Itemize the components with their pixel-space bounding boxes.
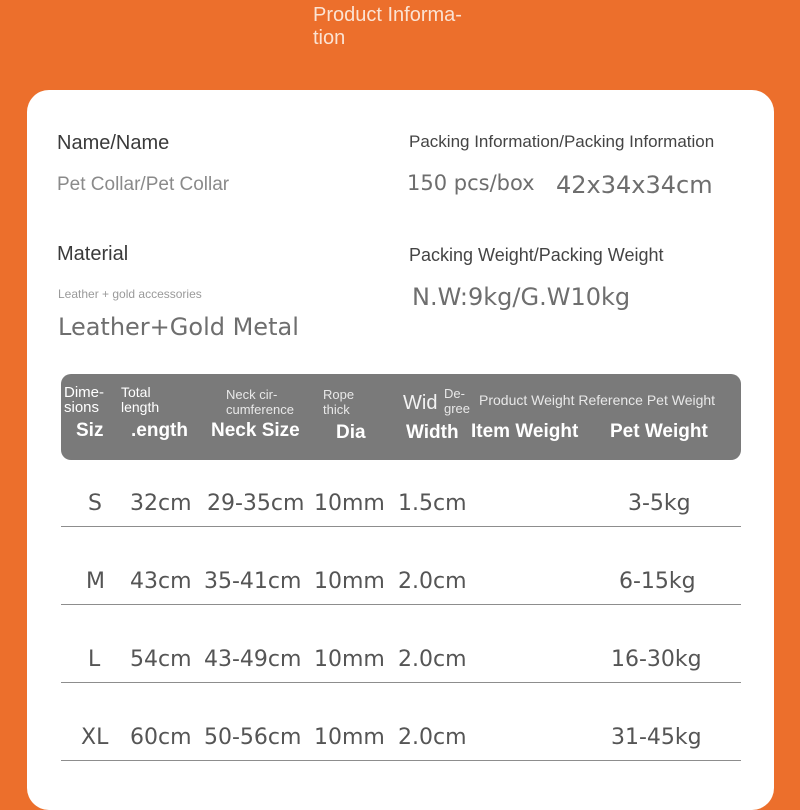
header-size: Siz — [76, 420, 104, 441]
cell-size: M — [86, 569, 105, 594]
name-label: Name/Name — [57, 132, 170, 154]
cell-width: 2.0cm — [398, 569, 467, 594]
packing-label: Packing Information/Packing Information — [409, 132, 715, 151]
cell-size: L — [88, 647, 101, 672]
cell-neck: 29-35cm — [207, 491, 305, 516]
cell-length: 60cm — [130, 725, 192, 750]
material-note: Leather + gold accessories — [58, 287, 202, 301]
cell-dia: 10mm — [314, 569, 385, 594]
cell-dia: 10mm — [314, 491, 385, 516]
cell-length: 43cm — [130, 569, 192, 594]
table-row — [61, 448, 741, 527]
header-total-length-small: Total length — [121, 384, 160, 415]
cell-width: 1.5cm — [398, 491, 467, 516]
header-width: Width — [406, 422, 459, 443]
header-pet-weight: Pet Weight — [610, 421, 708, 442]
header-width-mid: Wid — [403, 392, 438, 414]
header-dia: Dia — [336, 422, 366, 443]
weight-label: Packing Weight/Packing Weight — [409, 245, 664, 265]
material-label: Material — [57, 243, 129, 265]
header-neck-small: Neck cir- cumference — [226, 387, 294, 417]
material-value: Leather+Gold Metal — [58, 313, 299, 341]
cell-length: 32cm — [130, 491, 192, 516]
table-row — [61, 526, 741, 605]
cell-pet-weight: 31-45kg — [611, 725, 702, 750]
cell-width: 2.0cm — [398, 725, 467, 750]
packing-qty: 150 pcs/box — [407, 171, 535, 195]
cell-dia: 10mm — [314, 725, 385, 750]
cell-pet-weight: 6-15kg — [619, 569, 696, 594]
name-value: Pet Collar/Pet Collar — [57, 174, 230, 195]
header-rope-small: Rope thick — [323, 387, 355, 417]
cell-pet-weight: 3-5kg — [628, 491, 691, 516]
cell-neck: 50-56cm — [204, 725, 302, 750]
header-item-weight: Item Weight — [471, 421, 579, 442]
header-neck-size: Neck Size — [211, 420, 300, 441]
header-degree-small: De- gree — [444, 386, 471, 416]
header-dimensions-small: Dime- sions — [64, 384, 104, 416]
cell-size: XL — [81, 725, 109, 750]
banner-title: Product Informa-tion — [313, 4, 462, 49]
cell-neck: 35-41cm — [204, 569, 302, 594]
cell-length: 54cm — [130, 647, 192, 672]
table-row — [61, 604, 741, 683]
packing-size: 42x34x34cm — [556, 171, 713, 199]
cell-size: S — [88, 491, 102, 516]
cell-neck: 43-49cm — [204, 647, 302, 672]
cell-dia: 10mm — [314, 647, 385, 672]
header-reference-small: Product Weight Reference Pet Weight — [479, 392, 716, 408]
header-length: .ength — [131, 420, 188, 441]
cell-pet-weight: 16-30kg — [611, 647, 702, 672]
cell-width: 2.0cm — [398, 647, 467, 672]
weight-value: N.W:9kg/G.W10kg — [412, 283, 631, 311]
table-row — [61, 682, 741, 761]
